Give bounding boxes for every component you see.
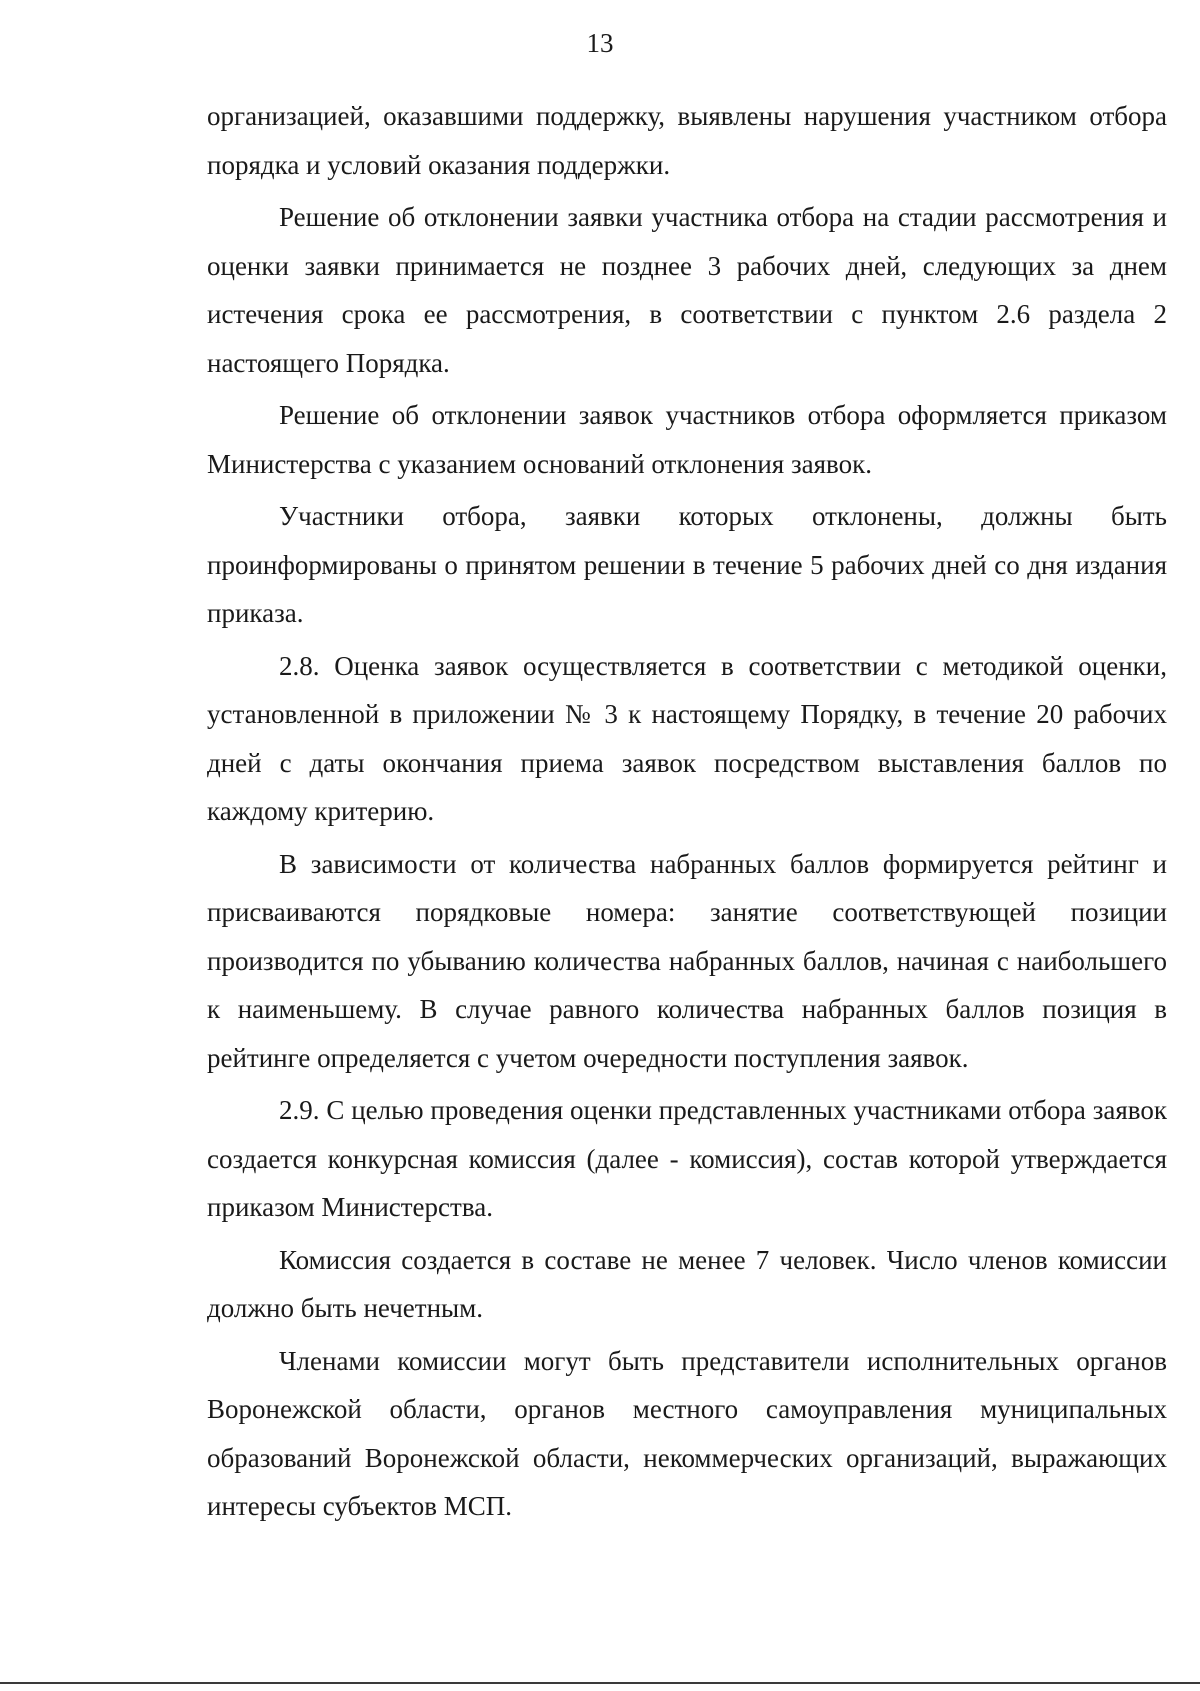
paragraph-participants-notified: Участники отбора, заявки которых отклонены, должны быть проинформированы о принятом решении в течение 5 рабочих дней со дня издания приказа. (207, 501, 1167, 628)
paragraph-continuation: организацией, оказавшими поддержку, выявлены нарушения участником отбора порядка и условий оказания поддержки. (207, 101, 1167, 180)
paragraph-rejection-order: Решение об отклонении заявок участников отбора оформляется приказом Министерства с указанием оснований отклонения заявок. (207, 400, 1167, 479)
paragraph-rating: В зависимости от количества набранных баллов формируется рейтинг и присваиваются порядковые номера: занятие соответствующей позиции производится по убыванию количества набранных баллов, начиная с наибольшего к наименьшему. В случае равного количества набранных баллов позиция в рейтинге определяется с учетом очередности поступления заявок. (207, 848, 1167, 1073)
paragraph-2-8-evaluation: 2.8. Оценка заявок осуществляется в соответствии с методикой оценки, установленной в приложении № 3 к настоящему Порядку, в течение 20 рабочих дней с даты окончания приема заявок посредством выставления баллов по каждому критерию. (207, 650, 1167, 826)
paragraph-2-9-commission: 2.9. С целью проведения оценки представленных участниками отбора заявок создается конкурсная комиссия (далее - комиссия), состав которой утверждается приказом Министерства. (207, 1095, 1167, 1222)
bottom-rule (0, 1682, 1200, 1684)
paragraph-rejection-decision: Решение об отклонении заявки участника отбора на стадии рассмотрения и оценки заявки принимается не позднее 3 рабочих дней, следующих за днем истечения срока ее рассмотрения, в соответствии с пунктом 2.6 раздела 2 настоящего Порядка. (207, 202, 1167, 378)
paragraph-commission-size: Комиссия создается в составе не менее 7 человек. Число членов комиссии должно быть нечетным. (207, 1244, 1167, 1323)
paragraph-commission-members: Членами комиссии могут быть представители исполнительных органов Воронежской области, органов местного самоуправления муниципальных образований Воронежской области, некоммерческих организаций, выражающих интересы субъектов МСП. (207, 1345, 1167, 1521)
document-body (207, 92, 1167, 1531)
page-number: 13 (586, 28, 614, 58)
